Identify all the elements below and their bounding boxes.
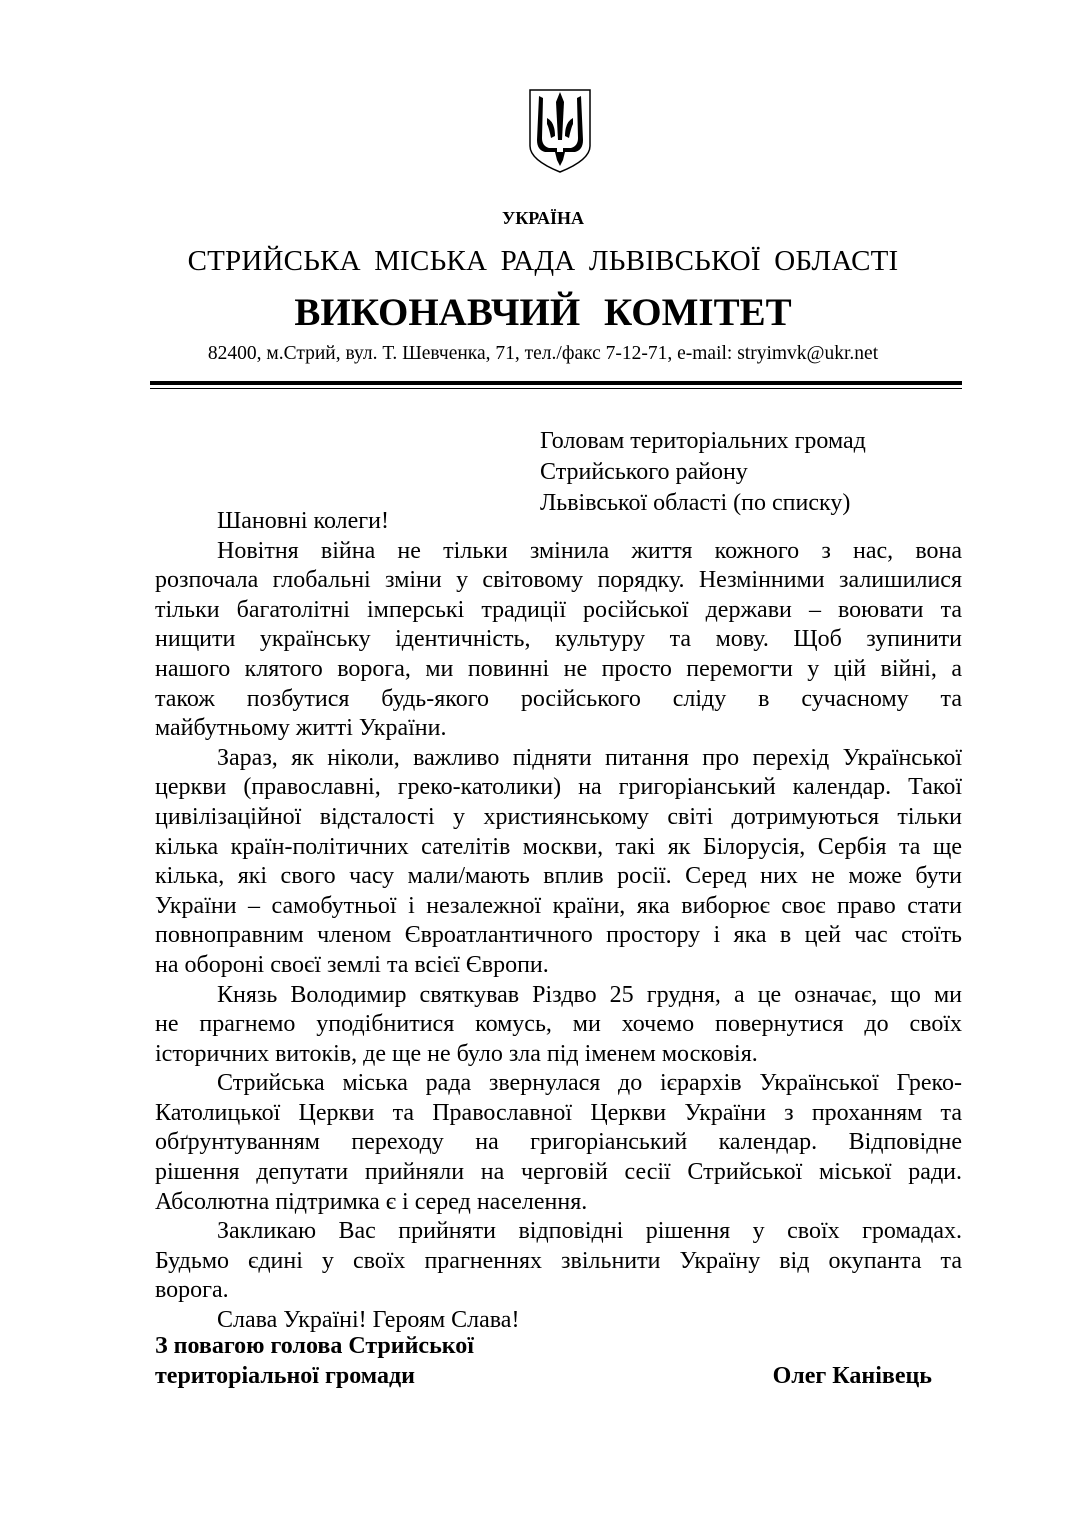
coat-of-arms-icon bbox=[527, 88, 593, 174]
paragraph-line: розпочала глобальні зміни у світовому порядку. Незмінними залишилися bbox=[155, 567, 962, 594]
paragraph-line: Закликаю Вас прийняти відповідні рішення у своїх громадах. bbox=[217, 1218, 962, 1245]
paragraph bbox=[155, 537, 962, 744]
paragraph-line: також позбутися будь-якого російського сліду в сучасному та bbox=[155, 685, 962, 712]
recipient-line: Львівської області (по списку) bbox=[540, 490, 851, 516]
paragraph-line: Зараз, як ніколи, важливо підняти питання про перехід Української bbox=[217, 744, 962, 771]
paragraph-line: Будьмо єдині у своїх прагненнях звільнити Україну від окупанта та bbox=[155, 1247, 962, 1274]
paragraph-line: не прагнемо уподібнитися комусь, ми хочемо повернутися до своїх bbox=[155, 1011, 962, 1038]
paragraph bbox=[155, 981, 962, 1070]
header-divider-thin bbox=[150, 388, 962, 389]
paragraph-line: кілька, які свого часу мали/мають вплив росії. Серед них не може бути bbox=[155, 863, 962, 890]
paragraph-line: України – самобутньої і незалежної країни, яка виборює своє право стати bbox=[155, 892, 962, 919]
signatory-name: Олег Канівець bbox=[772, 1363, 932, 1389]
header-divider-thick bbox=[150, 381, 962, 385]
committee-name: ВИКОНАВЧИЙ КОМІТЕТ bbox=[294, 291, 792, 334]
paragraph-line: ворога. bbox=[155, 1277, 229, 1304]
signature-title-line: територіальної громади bbox=[155, 1363, 415, 1389]
paragraph-line: кілька країн-політичних сателітів москви, такі як Білорусія, Сербія та ще bbox=[155, 833, 962, 860]
paragraph-line: нищити українську ідентичність, культуру та мову. Щоб зупинити bbox=[155, 626, 962, 653]
recipient-line: Головам територіальних громад bbox=[540, 428, 866, 454]
paragraph-line: обґрунтуванням переходу на григоріанський календар. Відповідне bbox=[155, 1129, 962, 1156]
paragraph bbox=[155, 744, 962, 981]
paragraph bbox=[155, 1069, 962, 1217]
address-line: 82400, м.Стрий, вул. Т. Шевченка, 71, тел./факс 7-12-71, e-mail: stryimvk@ukr.net bbox=[207, 343, 879, 364]
paragraph-line: нашого клятого ворога, ми повинні не просто перемогти у цій війні, а bbox=[155, 655, 962, 682]
salutation: Шановні колеги! bbox=[217, 508, 389, 534]
paragraph-line: Абсолютна підтримка є і серед населення. bbox=[155, 1188, 588, 1215]
paragraph-line: Слава Україні! Героям Слава! bbox=[217, 1307, 520, 1334]
paragraph-line: повноправним членом Євроатлантичного простору і яка в цей час стоїть bbox=[155, 922, 962, 949]
recipient-block bbox=[540, 426, 866, 519]
signature-block bbox=[155, 1331, 962, 1391]
signature-title-line: З повагою голова Стрийської bbox=[155, 1333, 474, 1359]
paragraph-line: Князь Володимир святкував Різдво 25 грудня, а це означає, що ми bbox=[217, 981, 962, 1008]
paragraph-line: Католицької Церкви та Православної Церкви України з проханням та bbox=[155, 1099, 962, 1126]
paragraph-line: Новітня війна не тільки змінила життя кожного з нас, вона bbox=[217, 537, 962, 564]
paragraph-line: тільки багатолітні імперські традиції російської держави – воювати та bbox=[155, 596, 962, 623]
paragraph-line: рішення депутати прийняли на черговій сесії Стрийської міської ради. bbox=[155, 1159, 962, 1186]
letter-body bbox=[155, 507, 962, 1336]
paragraph-line: майбутньому житті України. bbox=[155, 715, 447, 742]
paragraph-line: цивілізаційної відсталості у християнському світі дотримуються тільки bbox=[155, 803, 962, 830]
council-name: СТРИЙСЬКА МІСЬКА РАДА ЛЬВІВСЬКОЇ ОБЛАСТІ bbox=[187, 245, 899, 277]
paragraph-line: історичних витоків, де ще не було зла під іменем московія. bbox=[155, 1040, 758, 1067]
country-name: УКРАЇНА bbox=[502, 208, 584, 228]
paragraph-line: Стрийська міська рада звернулася до ієрархів Української Греко- bbox=[217, 1070, 962, 1097]
paragraph bbox=[155, 1217, 962, 1306]
recipient-line: Стрийського району bbox=[540, 459, 748, 485]
paragraph-line: на обороні своєї землі та всієї Європи. bbox=[155, 951, 549, 978]
paragraph-line: церкви (православні, греко-католики) на григоріанський календар. Такої bbox=[155, 774, 962, 801]
